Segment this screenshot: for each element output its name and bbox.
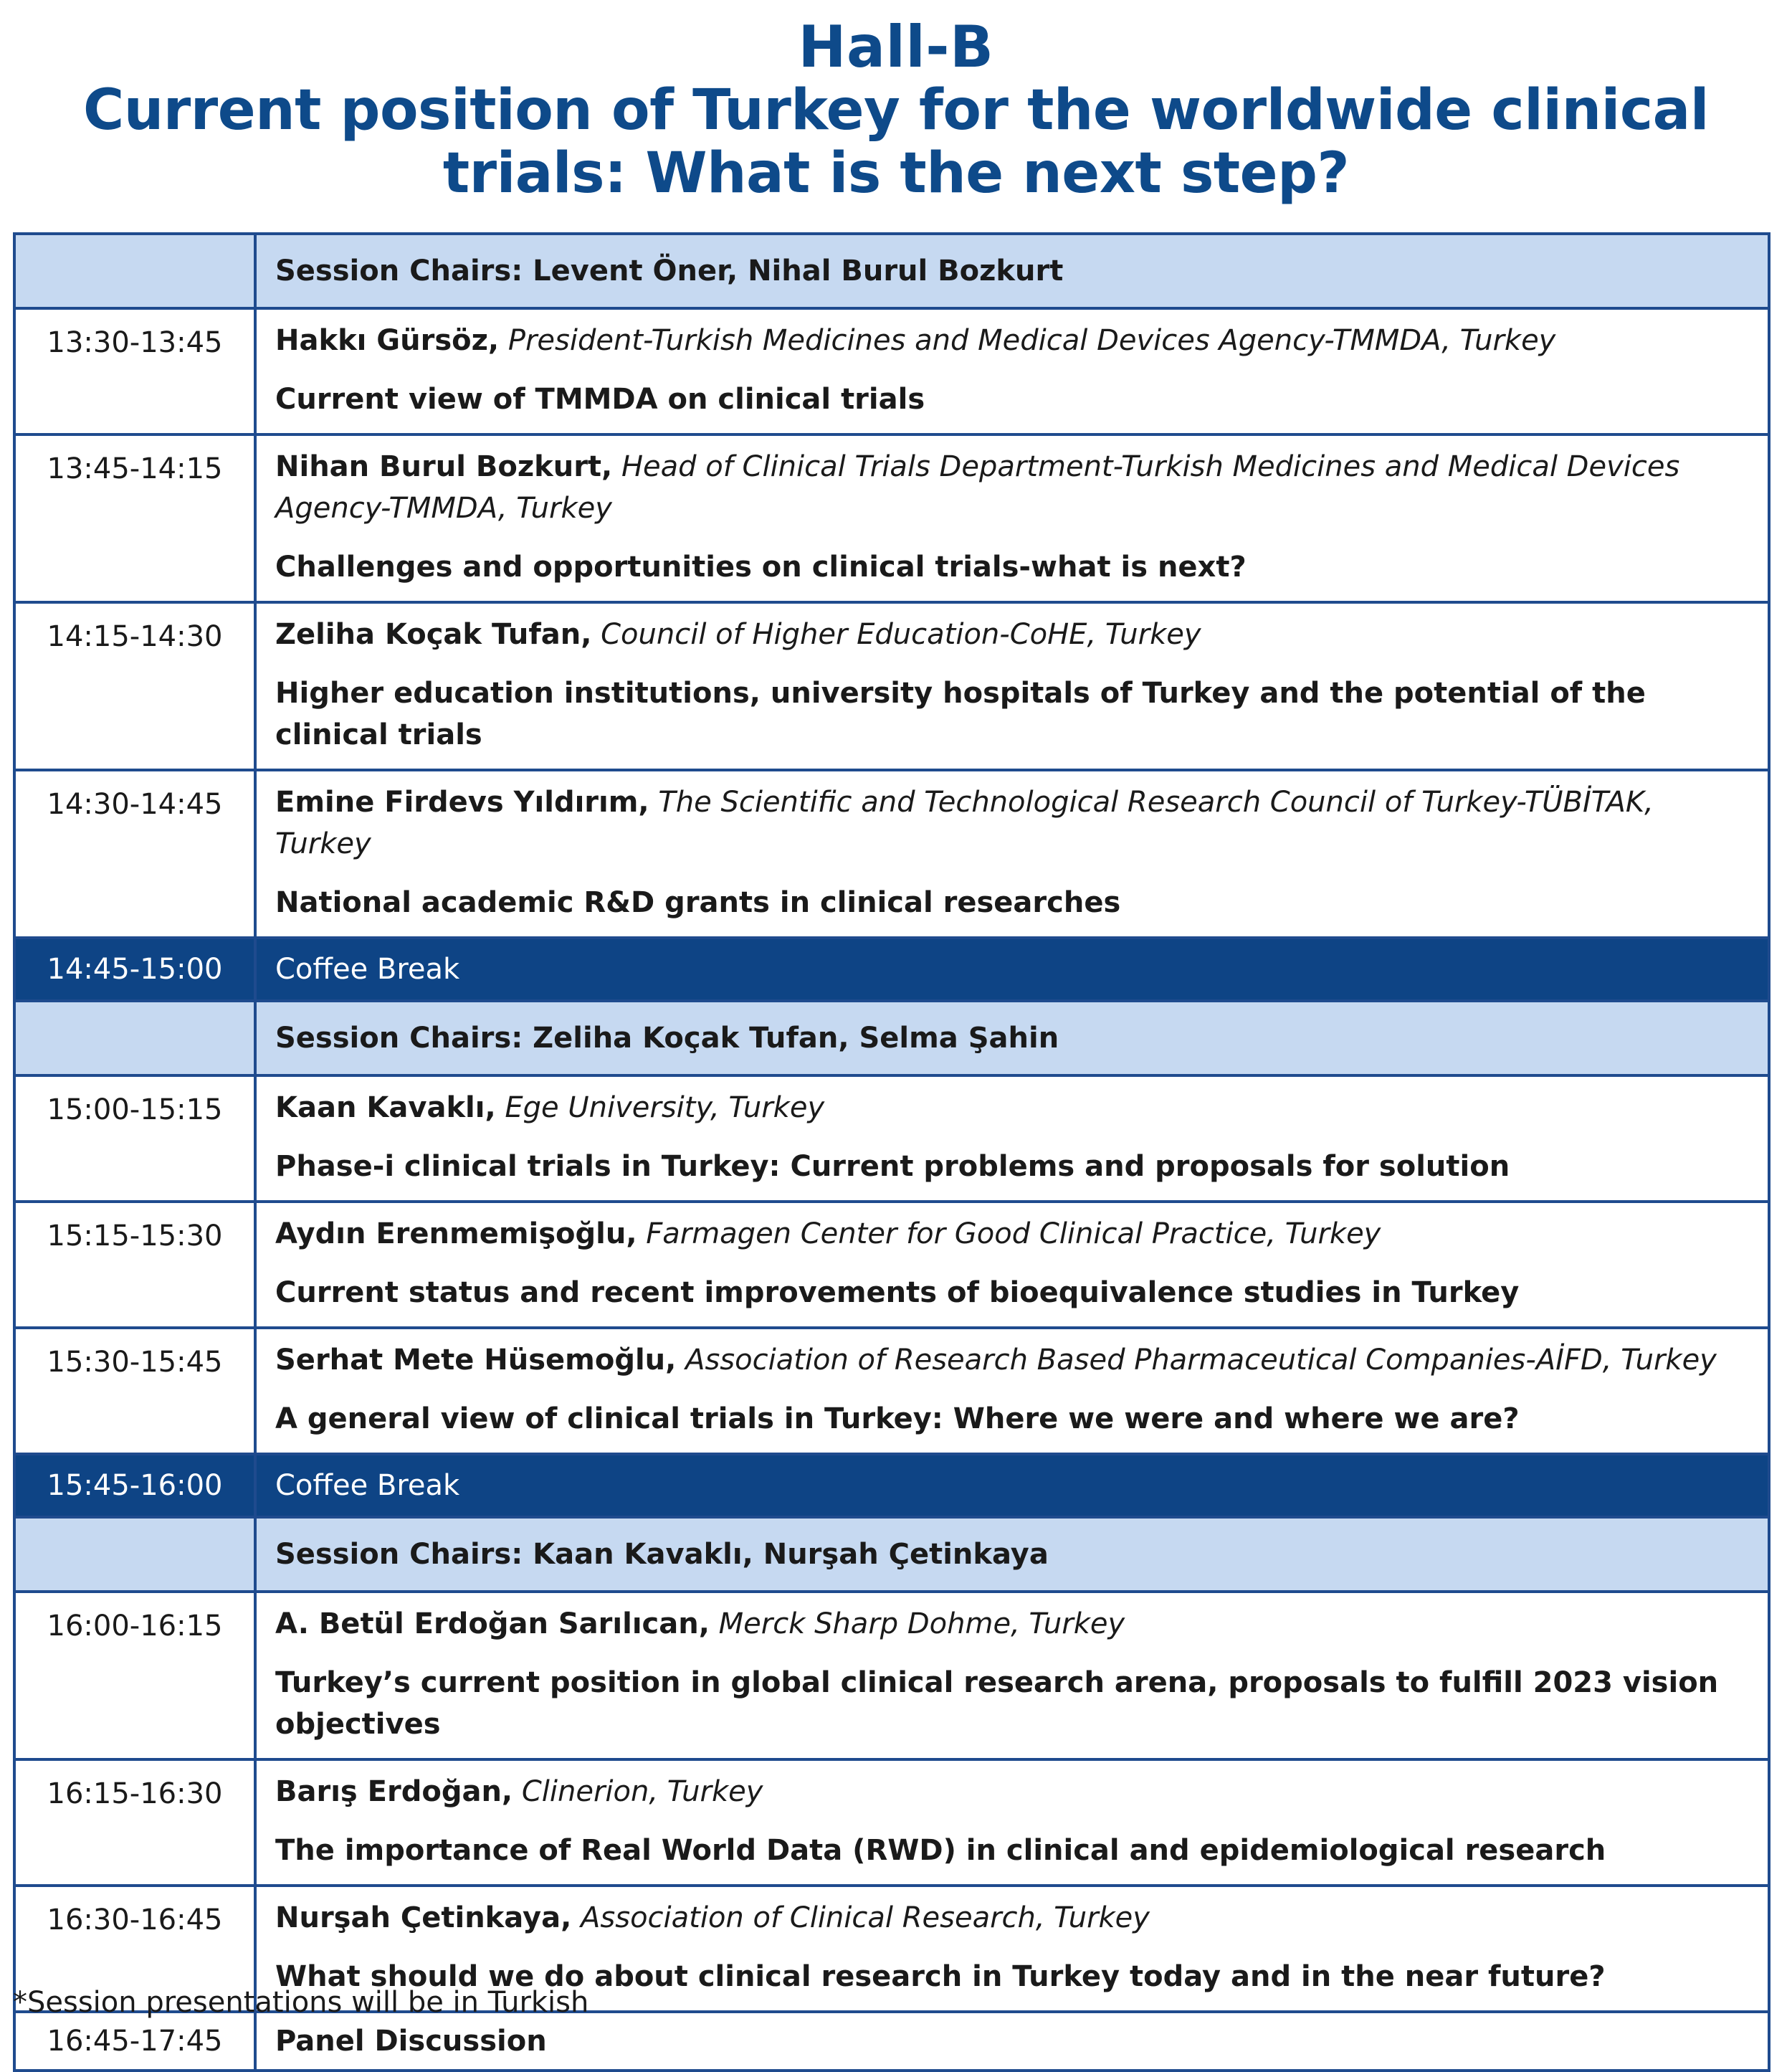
speaker-name: Nurşah Çetinkaya, <box>275 1901 572 1934</box>
talk-cell <box>255 1328 1769 1454</box>
speaker-line <box>275 1771 1750 1812</box>
time-cell: 14:15-14:30 <box>14 602 255 770</box>
talk-title: What should we do about clinical research in Turkey today and in the near future? <box>275 1960 1606 1993</box>
coffee-break-label: Coffee Break <box>255 1454 1769 1517</box>
speaker-line <box>275 1213 1750 1255</box>
table-row <box>14 1075 1769 1202</box>
talk-cell <box>255 1202 1769 1328</box>
time-cell: 16:45-17:45 <box>14 2012 255 2071</box>
talk-title: Challenges and opportunities on clinical trials-what is next? <box>275 551 1247 584</box>
panel-discussion-row <box>14 2012 1769 2071</box>
session-title-line1: Current position of Turkey for the worldwide clinical <box>83 78 1709 143</box>
talk-title: A general view of clinical trials in Turkey: Where we were and where we are? <box>275 1402 1520 1435</box>
talk-title: National academic R&D grants in clinical researches <box>275 886 1121 919</box>
time-cell: 15:30-15:45 <box>14 1328 255 1454</box>
time-cell: 13:30-13:45 <box>14 308 255 434</box>
talk-title: Turkey’s current position in global clinical research arena, proposals to fulfill 2023 vision objectives <box>275 1666 1719 1741</box>
talk-title: Higher education institutions, university hospitals of Turkey and the potential of the clinical trials <box>275 677 1646 751</box>
talk-cell <box>255 308 1769 434</box>
talk-cell <box>255 1592 1769 1759</box>
session-chairs: Session Chairs: Zeliha Koçak Tufan, Selma Şahin <box>255 1001 1769 1075</box>
table-row <box>14 1202 1769 1328</box>
table-row <box>14 1592 1769 1759</box>
speaker-affiliation: Clinerion, Turkey <box>521 1775 763 1808</box>
time-cell: 15:15-15:30 <box>14 1202 255 1328</box>
speaker-affiliation: Ege University, Turkey <box>505 1091 825 1124</box>
footnote: *Session presentations will be in Turkish <box>13 1986 589 2019</box>
session-chairs: Session Chairs: Levent Öner, Nihal Burul Bozkurt <box>255 234 1769 308</box>
speaker-affiliation: Association of Research Based Pharmaceutical Companies-AİFD, Turkey <box>685 1344 1717 1377</box>
speaker-line <box>275 1897 1750 1939</box>
talk-cell <box>255 434 1769 602</box>
speaker-name: Serhat Mete Hüsemoğlu, <box>275 1344 677 1377</box>
speaker-affiliation: Merck Sharp Dohme, Turkey <box>718 1607 1125 1640</box>
talk-title: Phase-i clinical trials in Turkey: Current problems and proposals for solution <box>275 1150 1510 1183</box>
time-cell <box>14 1001 255 1075</box>
time-cell: 15:45-16:00 <box>14 1454 255 1517</box>
speaker-line <box>275 1087 1750 1128</box>
time-cell: 13:45-14:15 <box>14 434 255 602</box>
talk-title: The importance of Real World Data (RWD) in clinical and epidemiological research <box>275 1834 1606 1867</box>
speaker-name: Nihan Burul Bozkurt, <box>275 450 613 483</box>
time-cell: 14:30-14:45 <box>14 770 255 938</box>
time-cell: 16:30-16:45 <box>14 1886 255 2012</box>
panel-discussion-label: Panel Discussion <box>255 2012 1769 2071</box>
page-title <box>0 16 1792 205</box>
speaker-line <box>275 781 1750 865</box>
speaker-line <box>275 446 1750 529</box>
speaker-name: Emine Firdevs Yıldırım, <box>275 786 649 819</box>
coffee-break-row <box>14 1454 1769 1517</box>
table-row <box>14 308 1769 434</box>
schedule-table <box>13 232 1770 2072</box>
speaker-name: Zeliha Koçak Tufan, <box>275 618 592 651</box>
speaker-affiliation: Farmagen Center for Good Clinical Practice, Turkey <box>646 1217 1381 1250</box>
table-row <box>14 602 1769 770</box>
table-row <box>14 434 1769 602</box>
session-chairs: Session Chairs: Kaan Kavaklı, Nurşah Çetinkaya <box>255 1517 1769 1592</box>
talk-title: Current status and recent improvements of bioequivalence studies in Turkey <box>275 1276 1520 1309</box>
time-cell <box>14 234 255 308</box>
session-chairs-row <box>14 1517 1769 1592</box>
coffee-break-label: Coffee Break <box>255 938 1769 1001</box>
session-chairs-row <box>14 1001 1769 1075</box>
coffee-break-row <box>14 938 1769 1001</box>
speaker-line <box>275 1339 1750 1381</box>
time-cell: 15:00-15:15 <box>14 1075 255 1202</box>
speaker-name: Barış Erdoğan, <box>275 1775 513 1808</box>
session-chairs-row <box>14 234 1769 308</box>
speaker-name: Kaan Kavaklı, <box>275 1091 496 1124</box>
talk-cell <box>255 1075 1769 1202</box>
speaker-line <box>275 614 1750 655</box>
table-row <box>14 1759 1769 1886</box>
talk-title: Current view of TMMDA on clinical trials <box>275 383 925 416</box>
speaker-name: Hakkı Gürsöz, <box>275 324 500 357</box>
speaker-affiliation: Association of Clinical Research, Turkey <box>581 1901 1150 1934</box>
speaker-affiliation: President-Turkish Medicines and Medical Devices Agency-TMMDA, Turkey <box>507 324 1556 357</box>
talk-cell <box>255 770 1769 938</box>
time-cell: 14:45-15:00 <box>14 938 255 1001</box>
speaker-affiliation: Head of Clinical Trials Department-Turkish Medicines and Medical Devices Agency-TMMDA, Turkey <box>275 450 1680 525</box>
time-cell <box>14 1517 255 1592</box>
talk-cell <box>255 1759 1769 1886</box>
speaker-line <box>275 1603 1750 1645</box>
speaker-name: A. Betül Erdoğan Sarılıcan, <box>275 1607 710 1640</box>
hall-name: Hall-B <box>798 14 994 80</box>
table-row <box>14 1328 1769 1454</box>
speaker-affiliation: Council of Higher Education-CoHE, Turkey <box>601 618 1201 651</box>
session-title-line2: trials: What is the next step? <box>442 141 1350 206</box>
time-cell: 16:00-16:15 <box>14 1592 255 1759</box>
speaker-line <box>275 320 1750 361</box>
table-row <box>14 770 1769 938</box>
time-cell: 16:15-16:30 <box>14 1759 255 1886</box>
talk-cell <box>255 602 1769 770</box>
speaker-affiliation: The Scientific and Technological Research Council of Turkey-TÜBİTAK, Turkey <box>275 786 1654 860</box>
speaker-name: Aydın Erenmemişoğlu, <box>275 1217 637 1250</box>
